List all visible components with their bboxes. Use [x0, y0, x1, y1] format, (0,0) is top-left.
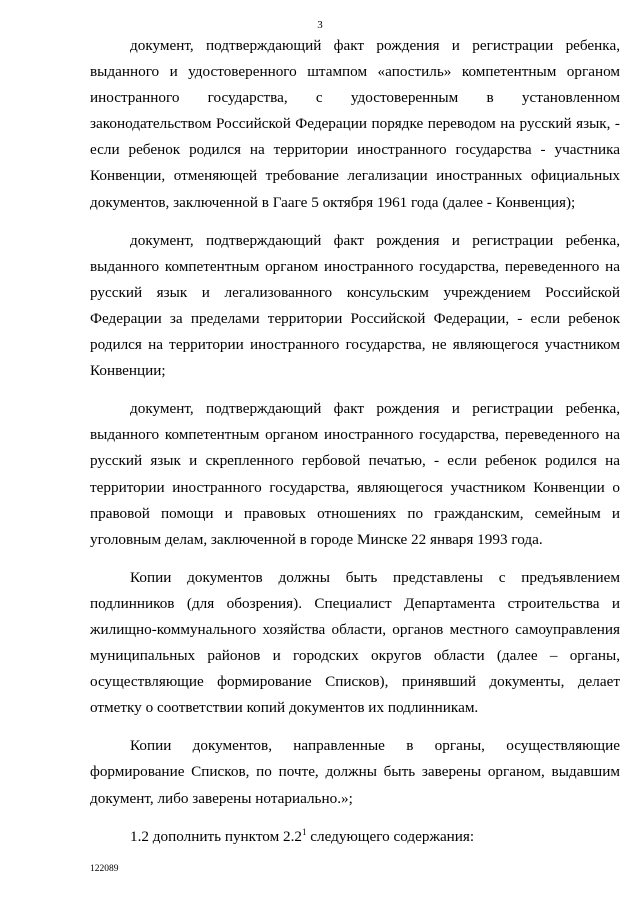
paragraph-copies-presentation: Копии документов должны быть представлены с предъявлением подлинников (для обозрения). Специалист Департамента строительства и жилищно-коммунального хозяйства области, органов местного самоуправления муниципальных районов и городских округов области (далее – органы, осуществляющие формирование Списков), принявший документы, делает отметку о соответствии копий документов их подлинникам. — [90, 568, 620, 717]
document-body — [90, 33, 620, 850]
amendment-superscript: 1 — [301, 826, 307, 837]
paragraph-amendment-1-2 — [90, 824, 620, 850]
paragraph-consular-legalization-document: документ, подтверждающий факт рождения и регистрации ребенка, выданного компетентным органом иностранного государства, переведенного на русский язык и легализованного консульским учреждением Российской Федерации за пределами территории Российской Федерации, - если ребенок родился на территории иностранного государства, не являющегося участником Конвенции; — [90, 231, 620, 380]
amendment-prefix: 1.2 дополнить пунктом 2.2 — [130, 827, 302, 845]
page-number: 3 — [317, 19, 323, 31]
amendment-suffix: следующего содержания: — [306, 827, 475, 845]
paragraph-minsk-convention-document: документ, подтверждающий факт рождения и регистрации ребенка, выданного компетентным органом иностранного государства, переведенного на русский язык и скрепленного гербовой печатью, - если ребенок родился на территории иностранного государства, являющегося участником Конвенции о правовой помощи и правовых отношениях по гражданским, семейным и уголовным делам, заключенной в городе Минске 22 января 1993 года. — [90, 400, 620, 548]
paragraph-copies-by-mail: Копии документов, направленные в органы, осуществляющие формирование Списков, по почте, должны быть заверены органом, выдавшим документ, либо заверены нотариально.»; — [90, 737, 620, 807]
document-code: 122089 — [90, 864, 119, 874]
paragraph-apostille-document: документ, подтверждающий факт рождения и регистрации ребенка, выданного и удостоверенного штампом «апостиль» компетентным органом иностранного государства, с удостоверенным в установленном законодательством Российской Федерации порядке переводом на русский язык, - если ребенок родился на территории иностранного государства - участника Конвенции, отменяющей требование легализации иностранных официальных документов, заключенной в Гааге 5 октября 1961 года (далее - Конвенция); — [90, 37, 620, 211]
